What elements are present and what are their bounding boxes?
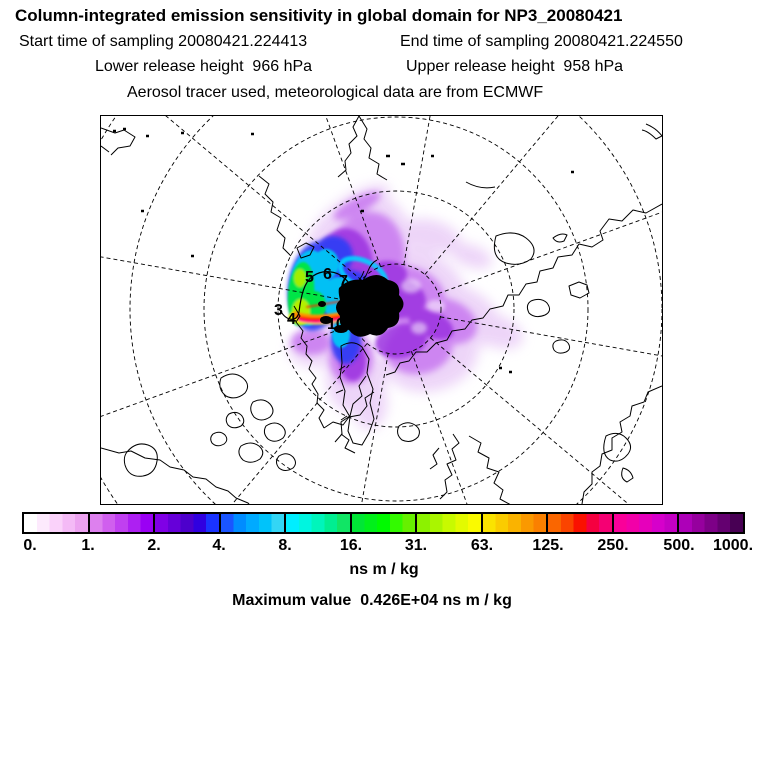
colorbar [22,512,745,534]
end-time-label: End time of sampling 20080421.224550 [400,33,683,50]
colorbar-tick: 8. [278,537,292,554]
map-canvas [101,116,662,504]
maximum-value-label: Maximum value 0.426E+04 ns m / kg [232,592,512,609]
colorbar-tick: 1000. [712,537,754,554]
colorbar-segment [614,514,680,532]
track-label-5: 5 [305,269,314,286]
tracer-label: Aerosol tracer used, meteorological data are from ECMWF [127,84,544,101]
map-panel [100,115,663,505]
track-label-8: 8 [348,287,357,304]
lower-release-label: Lower release height 966 hPa [95,58,313,75]
colorbar-unit-label: ns m / kg [349,561,419,578]
colorbar-segment [679,514,743,532]
track-label-6: 6 [323,266,332,283]
colorbar-segment [90,514,156,532]
track-label-3: 3 [274,302,283,319]
colorbar-segment [24,514,90,532]
page-title: Column-integrated emission sensitivity in global domain for NP3_20080421 [15,6,623,25]
track-label-10: 10 [327,316,345,333]
upper-release-label: Upper release height 958 hPa [406,58,624,75]
colorbar-segment [286,514,352,532]
colorbar-segment [417,514,483,532]
colorbar-segment [548,514,614,532]
colorbar-tick: 4. [212,537,226,554]
colorbar-segment [221,514,287,532]
colorbar-tick: 125. [532,537,564,554]
colorbar-tick: 63. [470,537,494,554]
colorbar-segment [155,514,221,532]
colorbar-tick: 16. [339,537,363,554]
colorbar-tick: 250. [597,537,629,554]
track-label-4: 4 [287,311,296,328]
colorbar-segment [483,514,549,532]
colorbar-tick: 0. [23,537,37,554]
start-time-label: Start time of sampling 20080421.224413 [19,33,308,50]
colorbar-tick: 500. [663,537,695,554]
colorbar-tick: 31. [404,537,428,554]
track-label-7: 7 [339,273,348,290]
colorbar-segment [352,514,418,532]
colorbar-tick: 2. [147,537,161,554]
colorbar-tick: 1. [81,537,95,554]
